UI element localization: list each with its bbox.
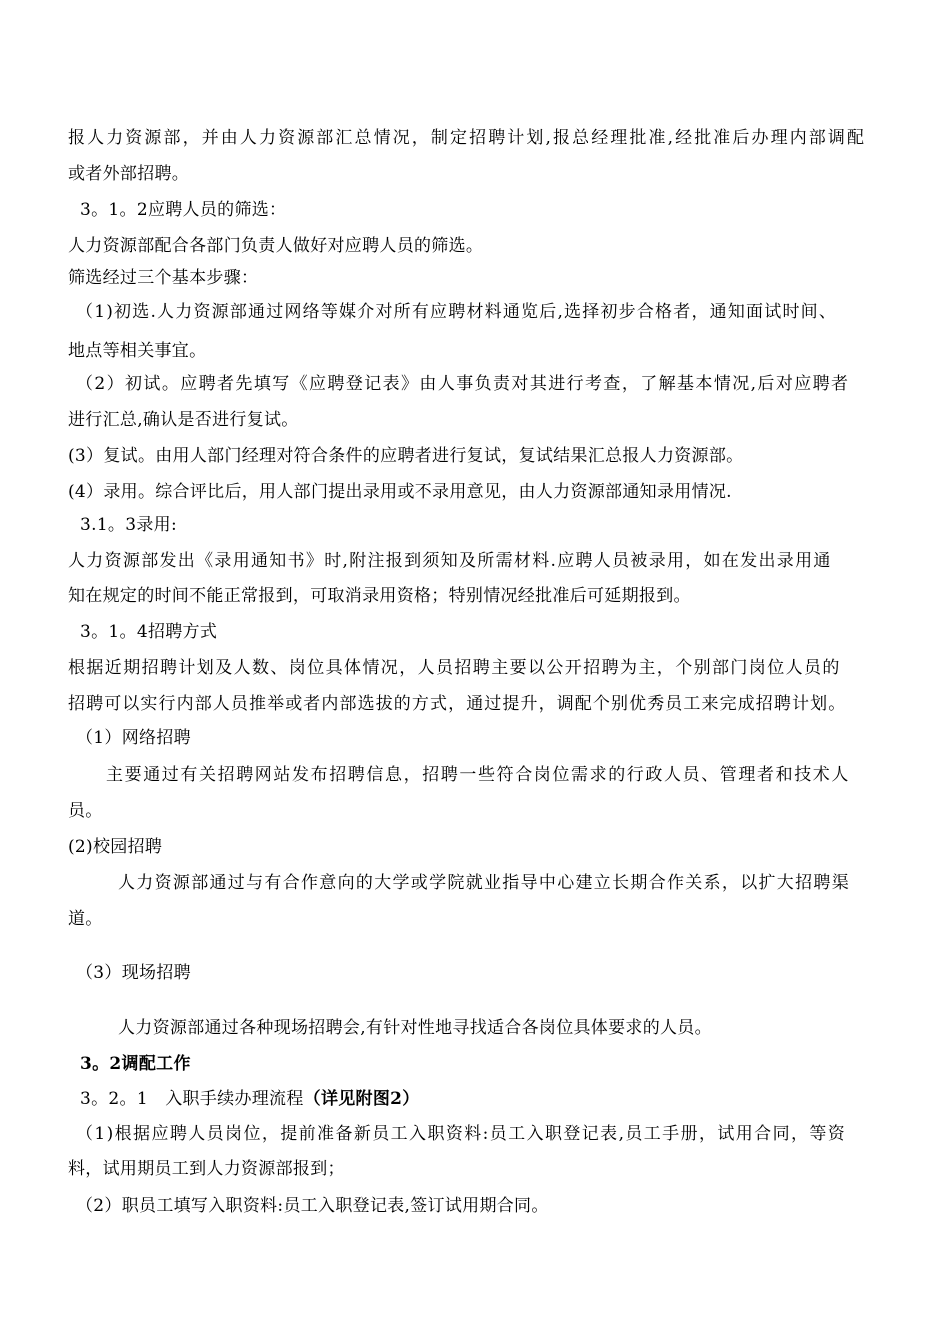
subsection-heading-onsite-recruitment: （3）现场招聘 [76,963,191,983]
paragraph-line: 员。 [68,801,103,821]
section-heading-3-1-4: 3。1。4招聘方式 [80,622,218,642]
list-item-line: （2）职员工填写入职资料:员工入职登记表,签订试用期合同。 [76,1196,549,1216]
paragraph-line: 招聘可以实行内部人员推举或者内部选拔的方式，通过提升，调配个别优秀员工来完成招聘计划。 [68,694,847,714]
paragraph-line: 主要通过有关招聘网站发布招聘信息，招聘一些符合岗位需求的行政人员、管理者和技术人 [106,765,850,785]
section-heading-3-1-2: 3。1。2应聘人员的筛选： [80,200,287,220]
section-heading-3-2-1-text: 3。2。1 入职手续办理流程 [80,1089,304,1109]
paragraph-line: 人力资源部通过各种现场招聘会,有针对性地寻找适合各岗位具体要求的人员。 [118,1018,712,1038]
paragraph-line: 道。 [68,909,103,929]
paragraph-line: 人力资源部通过与有合作意向的大学或学院就业指导中心建立长期合作关系，以扩大招聘渠 [118,873,850,893]
list-item-line: 料，试用期员工到人力资源部报到； [68,1159,345,1179]
list-item-line: (4）录用。综合评比后，用人部门提出录用或不录用意见，由人力资源部通知录用情况. [68,482,732,502]
paragraph-line: 人力资源部发出《录用通知书》时,附注报到须知及所需材料.应聘人员被录用，如在发出录用通 [68,551,832,571]
paragraph-line: 或者外部招聘。 [68,164,190,184]
section-heading-3-2: 3。2调配工作 [80,1054,191,1074]
paragraph-line: 知在规定的时间不能正常报到，可取消录用资格；特别情况经批准后可延期报到。 [68,586,691,606]
section-heading-3-2-1 [80,1088,420,1110]
paragraph-line: 筛选经过三个基本步骤： [68,268,259,288]
list-item-line: （1)初选.人力资源部通过网络等媒介对所有应聘材料通览后,选择初步合格者，通知面试时间、 [76,302,838,322]
paragraph-line: 根据近期招聘计划及人数、岗位具体情况，人员招聘主要以公开招聘为主，个别部门岗位人员的 [68,658,841,678]
subsection-heading-online-recruitment: （1）网络招聘 [76,728,191,748]
list-item-line: （1)根据应聘人员岗位，提前准备新员工入职资料:员工入职登记表,员工手册，试用合同，等资 [76,1124,847,1144]
section-heading-3-1-3: 3.1。3录用: [80,515,177,535]
appendix-reference: （详见附图2） [303,1089,420,1109]
list-item-line: 进行汇总,确认是否进行复试。 [68,410,299,430]
paragraph-line: 人力资源部配合各部门负责人做好对应聘人员的筛选。 [68,236,484,256]
paragraph-line: 报人力资源部，并由人力资源部汇总情况，制定招聘计划,报总经理批准,经批准后办理内部调配 [68,128,867,148]
list-item-line: (3）复试。由用人部门经理对符合条件的应聘者进行复试，复试结果汇总报人力资源部。 [68,446,744,466]
list-item-line: （2）初试。应聘者先填写《应聘登记表》由人事负责对其进行考查，了解基本情况,后对应聘者 [76,374,850,394]
subsection-heading-campus-recruitment: (2)校园招聘 [68,837,163,857]
list-item-line: 地点等相关事宜。 [68,341,207,361]
